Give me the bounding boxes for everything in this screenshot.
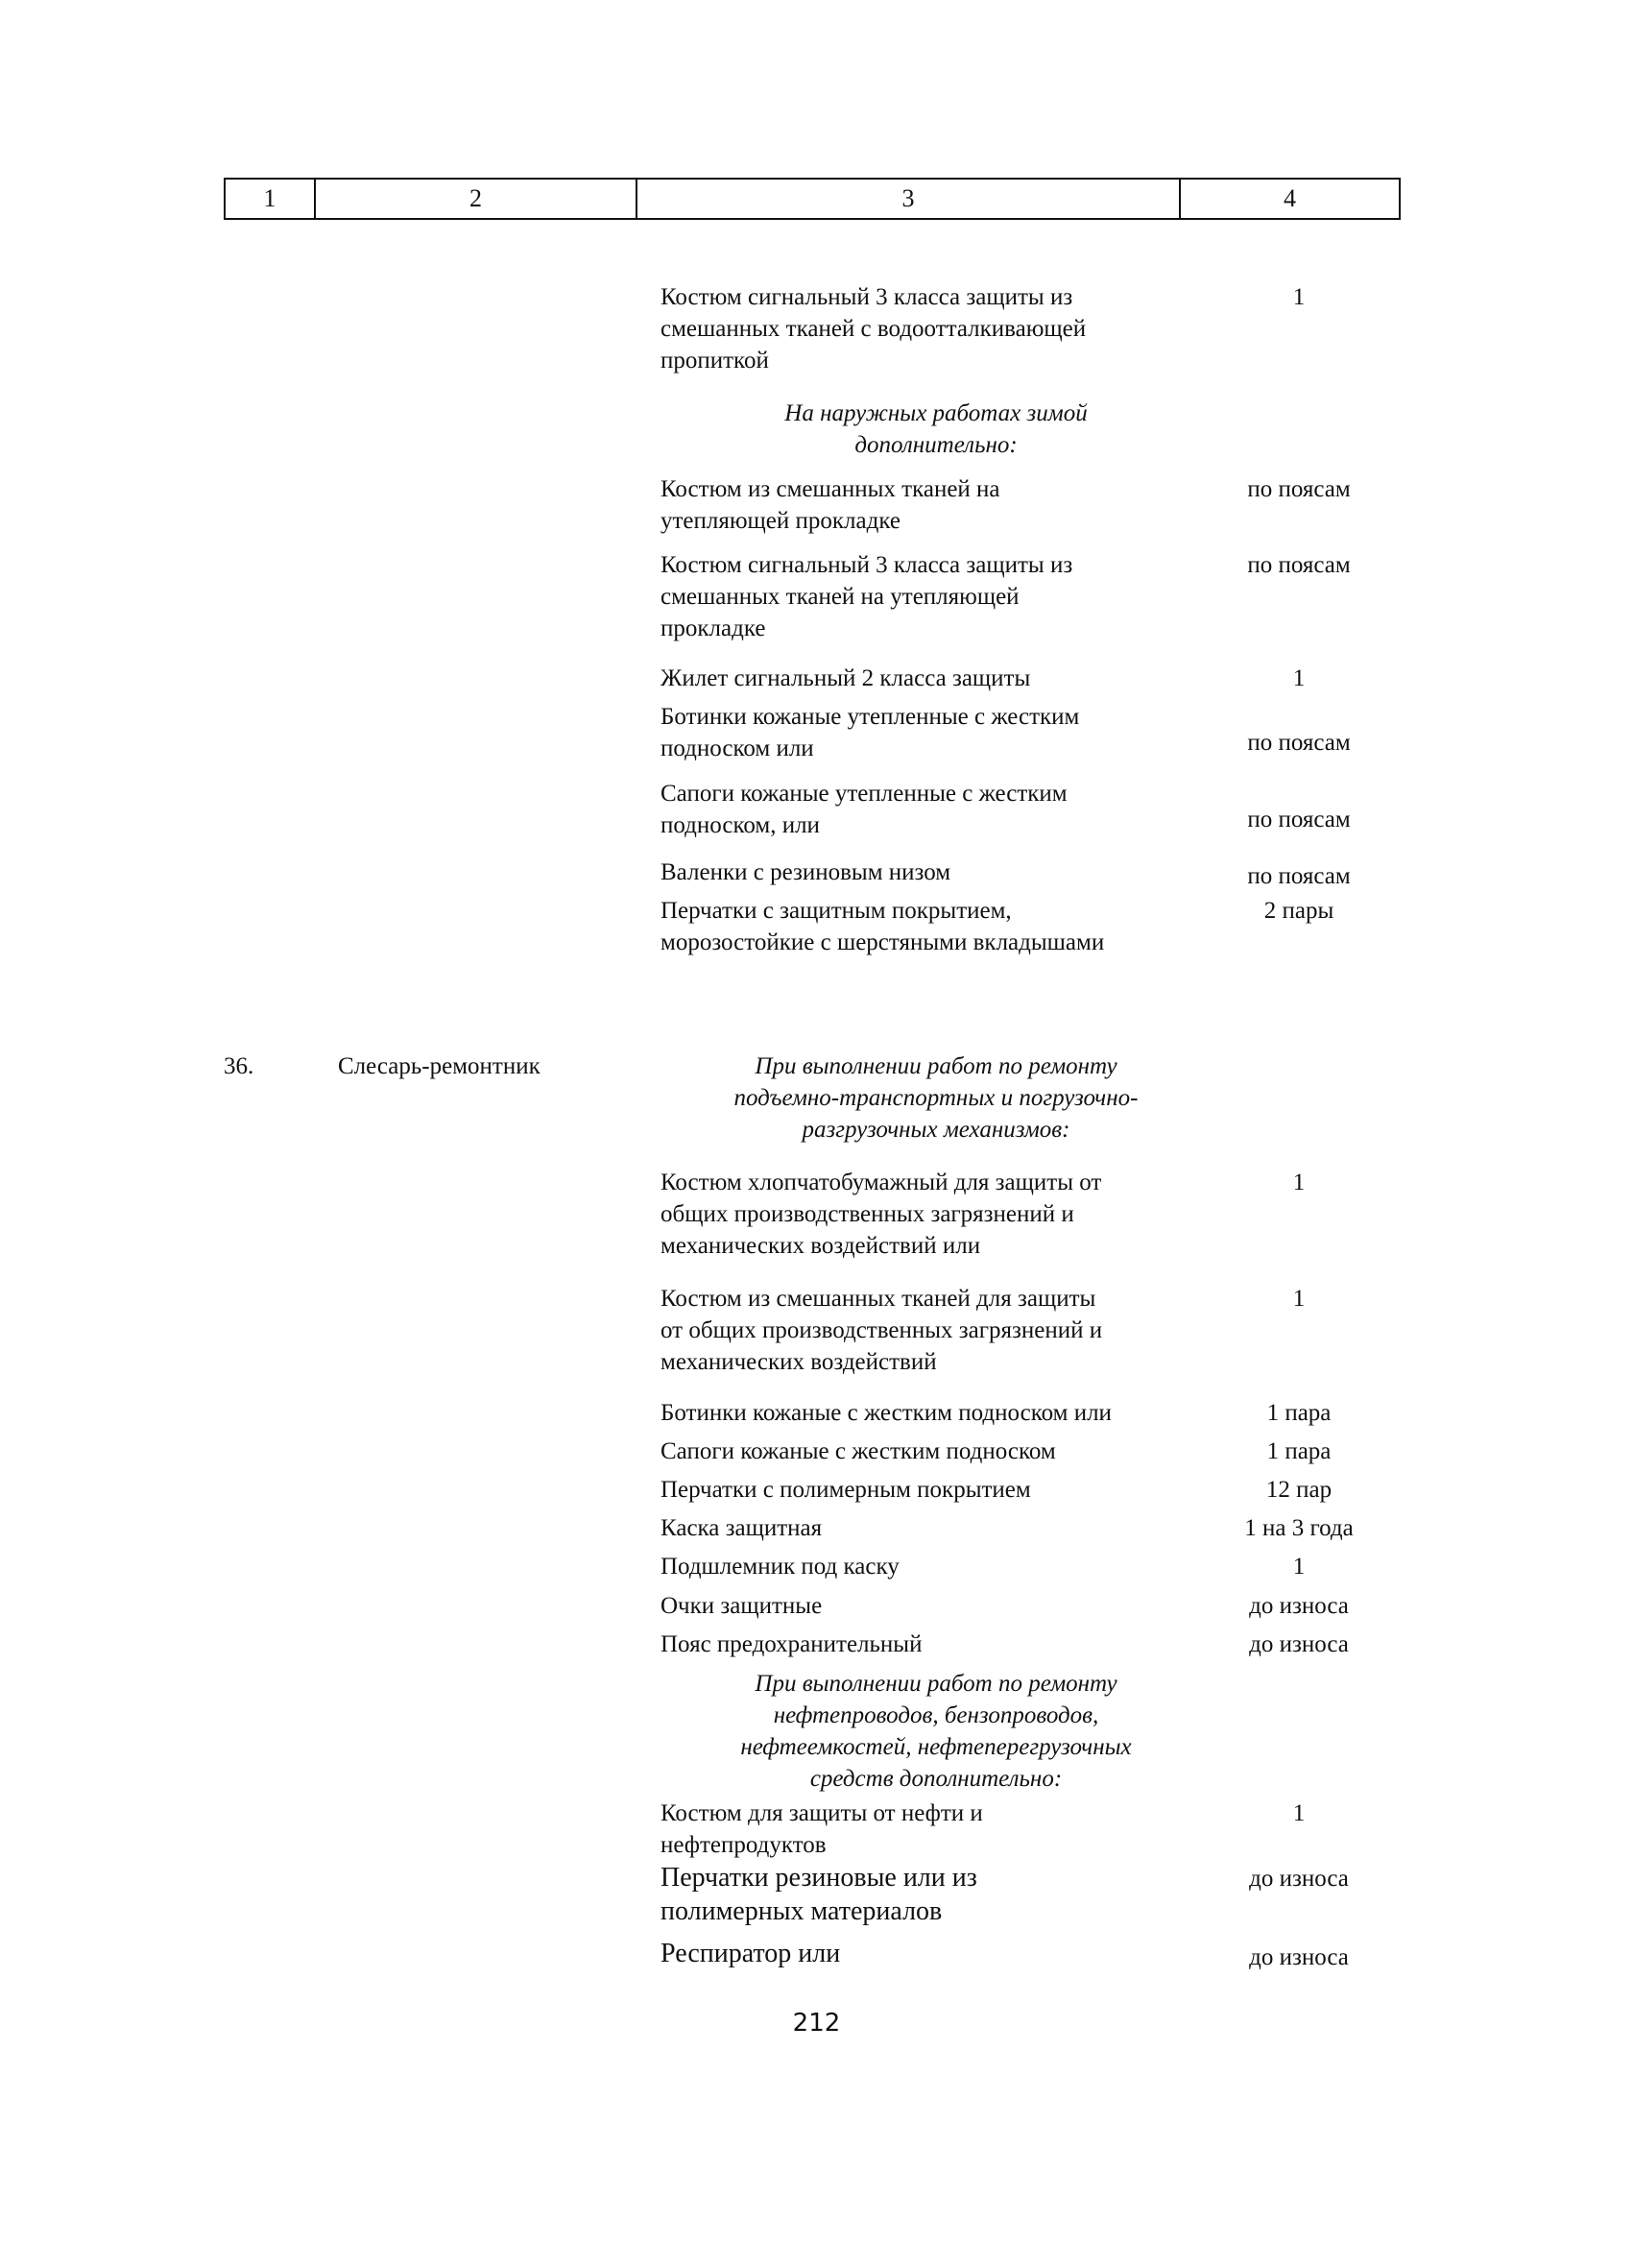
column-header-3: 3 [637,180,1181,218]
section-heading: подъемно-транспортных и погрузочно- [733,1085,1139,1111]
item-text: утепляющей прокладке [660,508,901,534]
item-text: Перчатки резиновые или из [660,1863,977,1893]
profession-name: Слесарь-ремонтник [338,1053,540,1079]
section-heading: При выполнении работ по ремонту [755,1053,1117,1079]
item-quantity: 1 пара [1266,1400,1332,1426]
item-text: Сапоги кожаные с жестким подноском [660,1438,1056,1464]
item-text: Костюм сигнальный 3 класса защиты из [660,284,1073,310]
item-text: Очки защитные [660,1593,823,1619]
item-text: Ботинки кожаные с жестким подноском или [660,1400,1112,1426]
item-quantity: 1 пара [1266,1438,1332,1464]
column-header-4: 4 [1284,184,1296,212]
page-number: 212 [792,2009,841,2038]
section-heading: нефтепроводов, бензопроводов, [773,1702,1099,1728]
item-text: Костюм сигнальный 3 класса защиты из [660,552,1073,578]
item-text: Жилет сигнальный 2 класса защиты [660,665,1031,691]
item-text: подноском, или [660,812,820,838]
item-text: Перчатки с защитным покрытием, [660,898,1012,924]
item-quantity: по поясам [1247,807,1351,832]
item-quantity: 1 [1292,1286,1306,1312]
item-quantity: до износа [1249,1593,1349,1619]
item-quantity: 2 пары [1263,898,1334,924]
item-text: общих производственных загрязнений и [660,1201,1074,1227]
item-text: пропиткой [660,348,769,374]
item-text: Перчатки с полимерным покрытием [660,1477,1031,1503]
item-quantity: 1 [1292,1800,1306,1826]
item-text: смешанных тканей на утепляющей [660,584,1020,610]
item-text: Респиратор или [660,1939,841,1968]
item-quantity: по поясам [1247,863,1351,889]
item-text: механических воздействий или [660,1233,981,1259]
column-header-1: 1 [226,180,316,218]
item-text: нефтепродуктов [660,1832,827,1858]
section-heading: При выполнении работ по ремонту [755,1671,1117,1697]
item-quantity: 12 пар [1265,1477,1333,1503]
item-quantity: 1 [1292,1170,1306,1195]
item-text: прокладке [660,615,766,641]
item-quantity: до износа [1249,1631,1349,1657]
item-text: Костюм из смешанных тканей для защиты [660,1286,1096,1312]
item-text: Ботинки кожаные утепленные с жестким [660,704,1080,730]
item-text: подноском или [660,736,814,761]
section-heading: дополнительно: [854,432,1018,458]
item-text: Пояс предохранительный [660,1631,923,1657]
item-text: Костюм хлопчатобумажный для защиты от [660,1170,1102,1195]
column-header-table [224,178,1401,220]
section-heading: разгрузочных механизмов: [802,1117,1070,1143]
item-text: Валенки с резиновым низом [660,859,951,885]
item-quantity: по поясам [1247,730,1351,756]
item-quantity: по поясам [1247,552,1351,578]
item-quantity: до износа [1249,1866,1349,1892]
item-quantity: 1 [1292,1554,1306,1580]
item-text: Костюм из смешанных тканей на [660,476,1000,502]
item-quantity: по поясам [1247,476,1351,502]
item-quantity: до износа [1249,1944,1349,1970]
section-heading: средств дополнительно: [809,1766,1063,1792]
item-text: морозостойкие с шерстяными вкладышами [660,929,1105,955]
item-quantity: 1 [1292,284,1306,310]
item-text: Каска защитная [660,1515,823,1541]
item-text: Костюм для защиты от нефти и [660,1800,983,1826]
item-text: механических воздействий [660,1349,937,1375]
section-heading: нефтеемкостей, нефтеперегрузочных [740,1734,1132,1760]
row-number: 36. [224,1053,254,1079]
item-text: от общих производственных загрязнений и [660,1317,1103,1343]
column-header-2: 2 [316,180,637,218]
item-quantity: 1 на 3 года [1244,1515,1354,1541]
item-quantity: 1 [1292,665,1306,691]
item-text: полимерных материалов [660,1896,943,1926]
item-text: Сапоги кожаные утепленные с жестким [660,781,1068,807]
item-text: смешанных тканей с водоотталкивающей [660,316,1087,342]
section-heading: На наружных работах зимой [784,400,1088,426]
item-text: Подшлемник под каску [660,1554,900,1580]
